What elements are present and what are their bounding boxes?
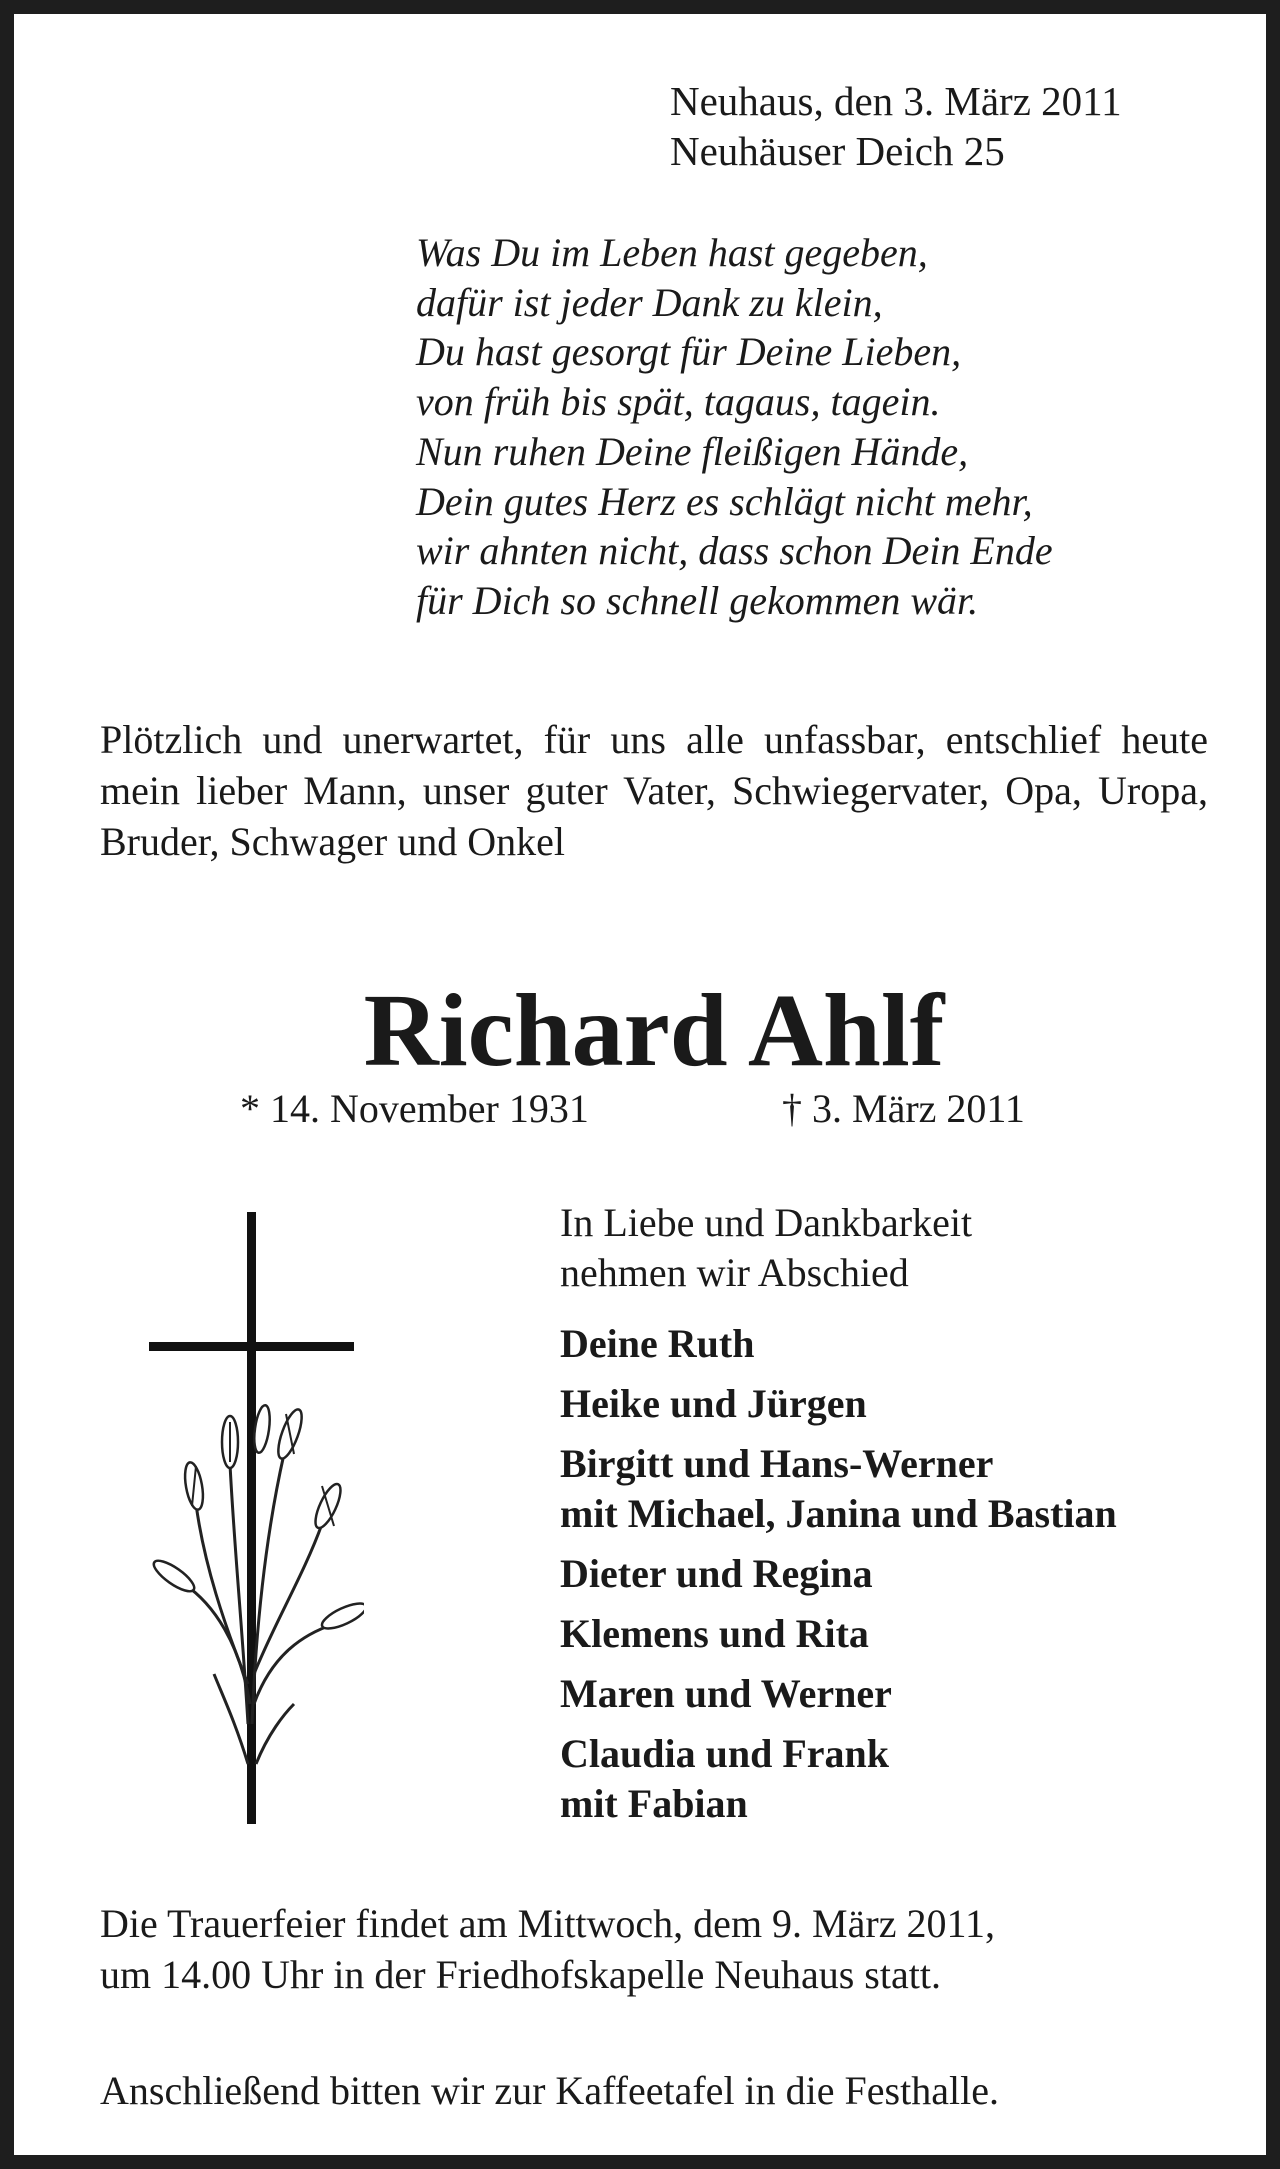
family-entry bbox=[560, 1439, 1117, 1539]
family-member-line: Klemens und Rita bbox=[560, 1611, 869, 1656]
family-list bbox=[560, 1319, 1117, 1839]
poem-line: Nun ruhen Deine fleißigen Hände, bbox=[416, 428, 969, 474]
deceased-name: Richard Ahlf bbox=[363, 973, 945, 1088]
cross-with-wheat-icon bbox=[144, 1204, 364, 1844]
place-date: Neuhaus, den 3. März 2011 bbox=[670, 78, 1122, 124]
farewell-line: In Liebe und Dankbarkeit bbox=[560, 1200, 973, 1245]
family-member-line: Deine Ruth bbox=[560, 1321, 755, 1366]
poem-line: Was Du im Leben hast gegeben, bbox=[416, 230, 928, 275]
birth-date: * 14. November 1931 bbox=[240, 1086, 589, 1131]
family-member-line: Birgitt und Hans-Werner bbox=[560, 1441, 994, 1486]
family-entry bbox=[560, 1729, 1117, 1829]
service-line: um 14.00 Uhr in der Friedhofskapelle Neuhaus statt. bbox=[100, 1952, 941, 1997]
family-member-line: Heike und Jürgen bbox=[560, 1381, 867, 1426]
farewell-line: nehmen wir Abschied bbox=[560, 1250, 909, 1295]
poem-line: von früh bis spät, tagaus, tagein. bbox=[416, 379, 941, 425]
family-entry bbox=[560, 1379, 1117, 1429]
poem bbox=[416, 228, 1053, 626]
family-entry bbox=[560, 1549, 1117, 1599]
poem-line: wir ahnten nicht, dass schon Dein Ende bbox=[416, 528, 1053, 574]
family-entry bbox=[560, 1669, 1117, 1719]
farewell-block bbox=[560, 1198, 972, 1298]
header-block bbox=[670, 76, 1122, 176]
intro-text: Plötzlich und unerwartet, für uns alle unfassbar, entschlief heute mein lieber Mann, unser guter Vater, Schwiegervater, Opa, Uropa, Bruder, Schwager und Onkel bbox=[100, 717, 1208, 864]
family-member-line: Maren und Werner bbox=[560, 1671, 892, 1716]
poem-line: Dein gutes Herz es schlägt nicht mehr, bbox=[416, 478, 1033, 524]
family-member-line: mit Michael, Janina und Bastian bbox=[560, 1491, 1117, 1536]
family-entry bbox=[560, 1319, 1117, 1369]
family-member-line: Claudia und Frank bbox=[560, 1731, 890, 1776]
address: Neuhäuser Deich 25 bbox=[670, 128, 1005, 174]
poem-line: Du hast gesorgt für Deine Lieben, bbox=[416, 329, 962, 375]
poem-line: für Dich so schnell gekommen wär. bbox=[416, 577, 979, 623]
death-date: † 3. März 2011 bbox=[782, 1086, 1025, 1131]
service-info bbox=[100, 1898, 995, 2000]
poem-line: dafür ist jeder Dank zu klein, bbox=[416, 279, 883, 325]
closing-note: Anschließend bitten wir zur Kaffeetafel in die Festhalle. bbox=[100, 2068, 999, 2113]
family-member-line: Dieter und Regina bbox=[560, 1551, 873, 1596]
service-line: Die Trauerfeier findet am Mittwoch, dem 9. März 2011, bbox=[100, 1901, 995, 1946]
family-member-line: mit Fabian bbox=[560, 1781, 748, 1826]
family-entry bbox=[560, 1609, 1117, 1659]
